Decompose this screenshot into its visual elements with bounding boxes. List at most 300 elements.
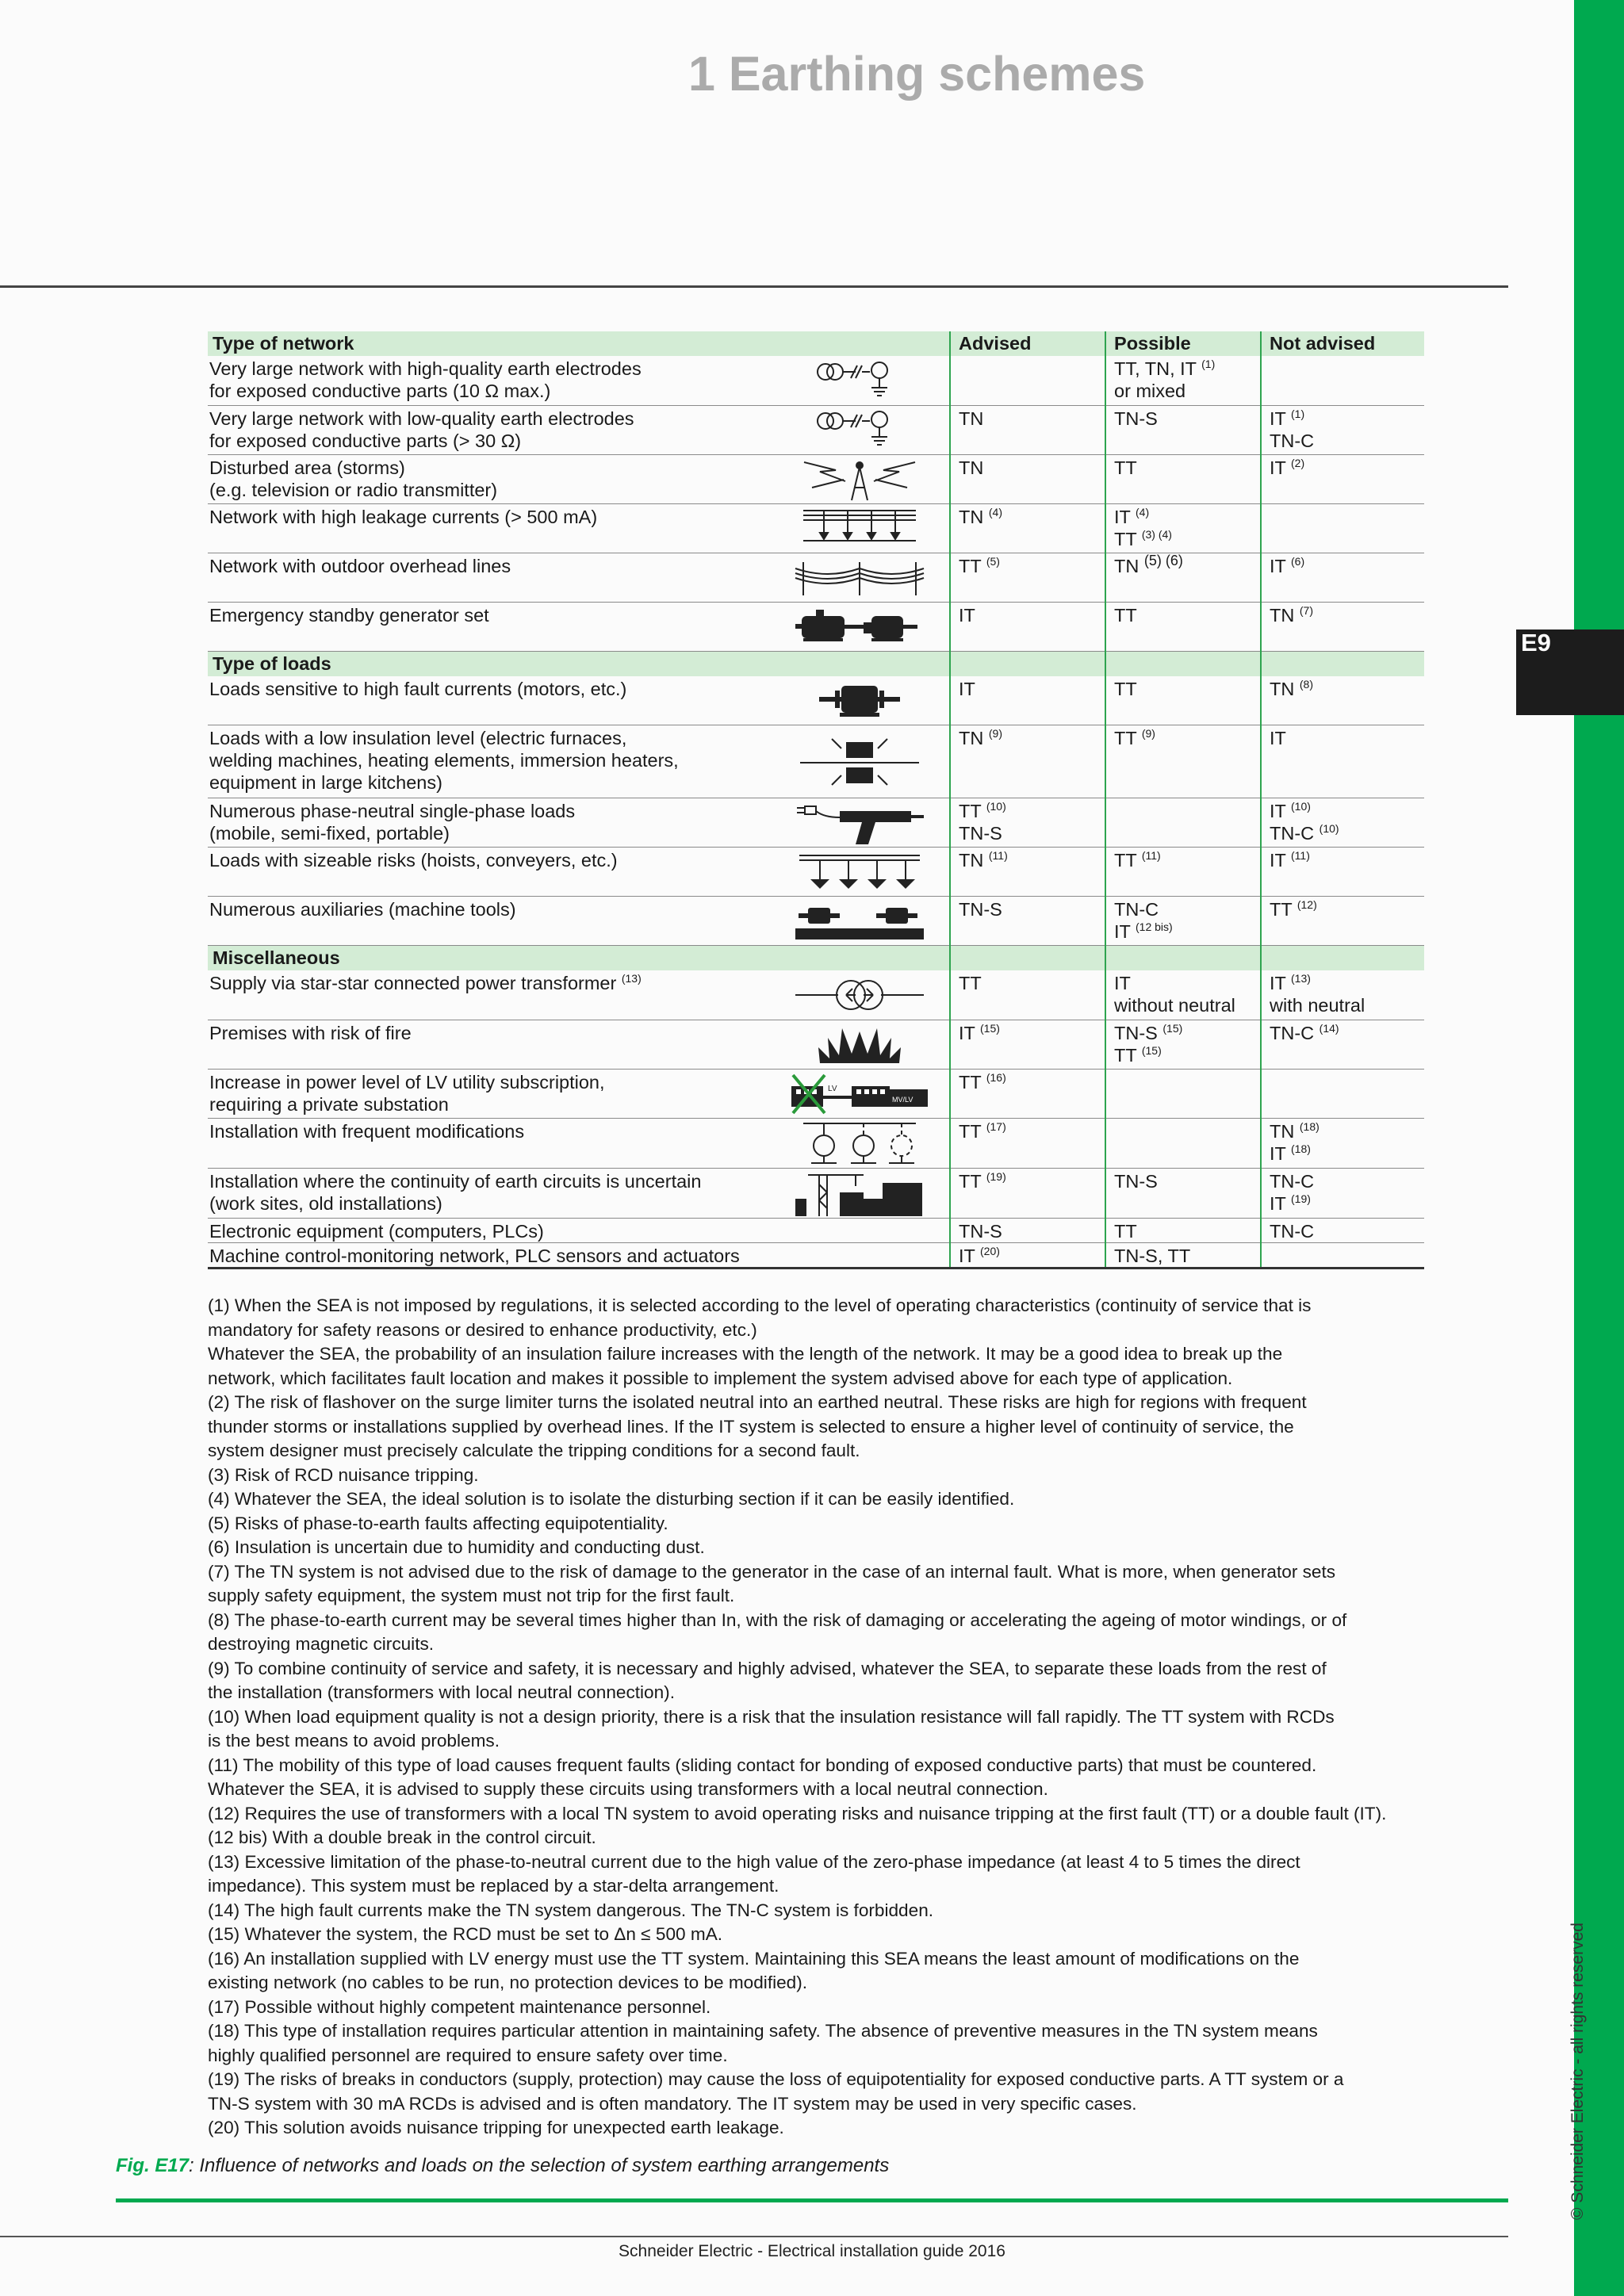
- advised-value: TT: [959, 1170, 982, 1192]
- row-label: [208, 602, 769, 651]
- row-label-text: Very large network with high-quality earth electrodes: [209, 358, 642, 379]
- possible-note: (15): [1141, 1043, 1162, 1057]
- row-label-line: [209, 1093, 769, 1115]
- not-advised-note: (12): [1297, 898, 1317, 912]
- not-advised-value: IT: [1270, 728, 1286, 748]
- possible-cell: [1105, 798, 1261, 848]
- row-label-line: [209, 771, 769, 794]
- possible-line: [1114, 604, 1260, 626]
- copyright-notice: © Schneider Electric - all rights reserved: [1568, 1923, 1587, 2220]
- section-miscellaneous: [208, 946, 1424, 971]
- footnote-line: (19) The risks of breaks in conductors (supply, protection) may cause the loss of equipotentiality for exposed conductive parts. A TT system or a: [208, 2069, 1344, 2089]
- row-label-line: [209, 506, 769, 528]
- row-label-text: (mobile, semi-fixed, portable): [209, 823, 450, 844]
- not-advised-cell: [1261, 676, 1424, 725]
- table-row: [208, 798, 1424, 848]
- footnote-line: (16) An installation supplied with LV energy must use the TT system. Maintaining this SEA means the least amount of modifications on the: [208, 1948, 1300, 1969]
- substation-icon: [769, 1069, 950, 1118]
- earth-electrode-icon: [769, 356, 950, 405]
- row-label-text: Increase in power level of LV utility subscription,: [209, 1071, 605, 1093]
- table-row: [208, 602, 1424, 651]
- advised-line: [959, 1170, 1105, 1192]
- footnote-line: (14) The high fault currents make the TN system dangerous. The TN-C system is forbidden.: [208, 1900, 934, 1920]
- possible-value: TT, TN, IT: [1114, 358, 1197, 379]
- row-label: [208, 970, 769, 1020]
- advised-line: [959, 678, 1105, 700]
- possible-value: TN: [1114, 555, 1139, 576]
- row-label-text: Loads with sizeable risks (hoists, conveyers, etc.): [209, 850, 618, 871]
- not-advised-value: TN: [1270, 678, 1295, 699]
- row-label: [208, 356, 769, 405]
- row-label-line: [209, 1120, 769, 1142]
- chapter-tab-label: E9: [1521, 629, 1551, 656]
- possible-line: [1114, 1245, 1260, 1267]
- drill-icon: [769, 798, 950, 848]
- possible-value: IT: [1114, 973, 1131, 993]
- row-label: [208, 848, 769, 897]
- possible-line: [1114, 528, 1260, 550]
- advised-note: (17): [986, 1119, 1006, 1133]
- advised-cell: [950, 1118, 1105, 1168]
- not-advised-line: [1270, 1142, 1424, 1165]
- not-advised-line: [1270, 822, 1424, 844]
- advised-line: [959, 822, 1105, 844]
- advised-cell: [950, 970, 1105, 1020]
- table-row: [208, 1168, 1424, 1218]
- table-header: [208, 331, 1424, 356]
- footnote-line: (4) Whatever the SEA, the ideal solution is to isolate the disturbing section if it can be easily identified.: [208, 1489, 1015, 1509]
- row-label-line: [209, 604, 769, 626]
- table-header-possible: Possible: [1105, 331, 1261, 356]
- row-label-line: [209, 479, 769, 501]
- possible-line: [1114, 408, 1260, 430]
- possible-cell: [1105, 725, 1261, 798]
- advised-line: [959, 555, 1105, 577]
- footnote-line: (12) Requires the use of transformers with a local TN system to avoid operating risks and nuisance tripping at the first fault (TT) or a double fault (IT).: [208, 1803, 1387, 1823]
- advised-value: TT: [959, 555, 982, 576]
- advised-cell: [950, 1168, 1105, 1218]
- row-label-text: for exposed conductive parts (10 Ω max.): [209, 381, 551, 401]
- advised-line: [959, 800, 1105, 822]
- advised-cell: [950, 798, 1105, 848]
- machine-tool-icon: [769, 897, 950, 946]
- advised-value: TN: [959, 850, 984, 871]
- section-miscellaneous-possible: [1105, 946, 1261, 971]
- transmitter-storm-icon: [769, 454, 950, 503]
- figure-caption: [116, 2155, 889, 2177]
- footnote-line: network, which facilitates fault location and makes it possible to implement the system advised above for each type of application.: [208, 1368, 1233, 1388]
- footnote-line: system designer must precisely calculate the tripping conditions for a second fault.: [208, 1441, 860, 1460]
- not-advised-note: (18): [1291, 1142, 1311, 1155]
- not-advised-value: TN-C: [1270, 1022, 1315, 1043]
- row-label-line: [209, 749, 769, 771]
- table-row: [208, 1218, 1424, 1242]
- possible-value: TN-S, TT: [1114, 1245, 1191, 1266]
- not-advised-note: (18): [1299, 1119, 1320, 1133]
- not-advised-line: [1270, 1220, 1424, 1242]
- advised-cell: [950, 676, 1105, 725]
- possible-value: TN-S: [1114, 408, 1158, 429]
- not-advised-note: (13): [1291, 972, 1311, 985]
- row-label-text: for exposed conductive parts (> 30 Ω): [209, 430, 522, 451]
- advised-line: [959, 972, 1105, 994]
- possible-cell: [1105, 503, 1261, 553]
- footnote-line: (12 bis) With a double break in the control circuit.: [208, 1827, 596, 1847]
- footnote-line: (17) Possible without highly competent maintenance personnel.: [208, 1996, 711, 2017]
- advised-line: [959, 1220, 1105, 1242]
- not-advised-cell: [1261, 1218, 1424, 1242]
- not-advised-line: [1270, 994, 1424, 1016]
- possible-cell: [1105, 1168, 1261, 1218]
- caption-divider: [116, 2198, 1508, 2202]
- advised-line: [959, 408, 1105, 430]
- possible-line: [1114, 994, 1260, 1016]
- advised-value: TN-S: [959, 899, 1002, 920]
- table-row: [208, 553, 1424, 602]
- possible-value: IT: [1114, 506, 1131, 527]
- table-header-not-advised: Not advised: [1261, 331, 1424, 356]
- row-label-text: requiring a private substation: [209, 1093, 449, 1115]
- section-type-of-loads-advised: [950, 651, 1105, 676]
- row-label: [208, 1168, 769, 1218]
- advised-value: TN: [959, 728, 984, 748]
- possible-value: TN-C: [1114, 899, 1159, 920]
- advised-cell: [950, 848, 1105, 897]
- advised-line: [959, 1022, 1105, 1044]
- table-header-label: Type of network: [208, 331, 950, 356]
- footnote-line: highly qualified personnel are required to ensure safety over time.: [208, 2045, 728, 2065]
- section-miscellaneous-label: Miscellaneous: [208, 946, 950, 971]
- footnote-line: (10) When load equipment quality is not a design priority, there is a risk that the insulation resistance will fall rapidly. The TT system with RCDs: [208, 1706, 1335, 1727]
- advised-value: TT: [959, 1120, 982, 1142]
- not-advised-cell: [1261, 553, 1424, 602]
- footnote-line: (15) Whatever the system, the RCD must be set to Δn ≤ 500 mA.: [208, 1924, 723, 1944]
- possible-cell: [1105, 405, 1261, 454]
- not-advised-value: with neutral: [1270, 995, 1365, 1016]
- possible-line: [1114, 552, 1260, 577]
- not-advised-value: IT: [1270, 1142, 1286, 1164]
- row-icon-empty: [769, 1218, 950, 1242]
- footnote-line: (11) The mobility of this type of load causes frequent faults (sliding contact for bonding of exposed conductive parts) that must be countered.: [208, 1755, 1317, 1775]
- advised-line: [959, 1071, 1105, 1093]
- possible-cell: [1105, 1242, 1261, 1268]
- table-row: [208, 1242, 1424, 1268]
- footnote-line: (2) The risk of flashover on the surge limiter turns the isolated neutral into an earthed neutral. These risks are high for regions with frequent: [208, 1392, 1307, 1412]
- possible-line: [1114, 358, 1260, 380]
- table-row: [208, 1118, 1424, 1168]
- row-label: [208, 676, 769, 725]
- not-advised-cell: [1261, 405, 1424, 454]
- row-label-line: [209, 430, 769, 452]
- top-divider: [0, 285, 1508, 288]
- furnace-icon: [769, 725, 950, 798]
- row-label-line: [209, 1245, 769, 1267]
- row-label: [208, 405, 769, 454]
- possible-line: [1114, 1044, 1260, 1066]
- row-label-line: [209, 555, 769, 577]
- row-label-text: Very large network with low-quality earth electrodes: [209, 408, 634, 429]
- substation-mvlv-label: MV/LV: [891, 1096, 913, 1104]
- possible-value: TT: [1114, 728, 1137, 748]
- not-advised-value: TN: [1270, 604, 1295, 626]
- footnote-line: mandatory for safety reasons or desired to enhance productivity, etc.): [208, 1319, 757, 1340]
- footnote-line: (9) To combine continuity of service and safety, it is necessary and highly advised, whatever the SEA, to separate these loads from the rest of: [208, 1658, 1327, 1678]
- not-advised-note: (14): [1319, 1021, 1339, 1035]
- advised-value: TN-S: [959, 1220, 1002, 1242]
- possible-note: (5) (6): [1143, 552, 1183, 568]
- advised-cell: [950, 356, 1105, 405]
- not-advised-note: (10): [1319, 822, 1339, 836]
- not-advised-cell: [1261, 503, 1424, 553]
- footnote-line: (8) The phase-to-earth current may be several times higher than In, with the risk of damaging or accelerating the ageing of motor windings, or of: [208, 1609, 1347, 1630]
- section-miscellaneous-advised: [950, 946, 1105, 971]
- footnotes: [208, 1294, 1429, 2141]
- row-label-line: [209, 457, 769, 479]
- row-label-text: Supply via star-star connected power transformer: [209, 973, 617, 993]
- advised-note: (11): [988, 849, 1008, 863]
- possible-value: or mixed: [1114, 381, 1186, 401]
- leakage-current-icon: [769, 503, 950, 553]
- not-advised-line: [1270, 849, 1424, 871]
- possible-line: [1114, 898, 1260, 920]
- advised-value: TN: [959, 457, 984, 478]
- advised-cell: [950, 1069, 1105, 1118]
- table-row: [208, 676, 1424, 725]
- footnote-line: (18) This type of installation requires particular attention in maintaining safety. The absence of preventive measures in the TN system means: [208, 2021, 1318, 2041]
- advised-line: [959, 604, 1105, 626]
- row-label-line: [209, 849, 769, 871]
- not-advised-line: [1270, 555, 1424, 577]
- advised-value: IT: [959, 1022, 975, 1043]
- table-row: [208, 356, 1424, 405]
- section-type-of-loads-label: Type of loads: [208, 651, 950, 676]
- not-advised-value: IT: [1270, 850, 1286, 871]
- footnote-line: Whatever the SEA, the probability of an insulation failure increases with the length of the network. It may be a good idea to break up the: [208, 1344, 1283, 1364]
- possible-line: [1114, 849, 1260, 871]
- possible-cell: [1105, 356, 1261, 405]
- table-row: [208, 848, 1424, 897]
- footnote-line: (6) Insulation is uncertain due to humidity and conducting dust.: [208, 1537, 705, 1557]
- possible-value: TT: [1114, 457, 1137, 478]
- row-label-line: [209, 727, 769, 749]
- possible-value: TN-S: [1114, 1170, 1158, 1192]
- advised-note: (19): [986, 1169, 1006, 1183]
- possible-line: [1114, 727, 1260, 749]
- work-site-icon: [769, 1168, 950, 1218]
- row-label: [208, 1069, 769, 1118]
- not-advised-value: TN-C: [1270, 430, 1315, 451]
- advised-cell: [950, 1242, 1105, 1268]
- not-advised-line: [1270, 972, 1424, 994]
- footnote-line: impedance). This system must be replaced by a star-delta arrangement.: [208, 1876, 779, 1896]
- section-type-of-loads: [208, 651, 1424, 676]
- row-label-line: [209, 800, 769, 822]
- possible-line: [1114, 1220, 1260, 1242]
- page-title: 1 Earthing schemes: [688, 47, 1146, 101]
- not-advised-cell: [1261, 897, 1424, 946]
- advised-note: (5): [986, 554, 1000, 568]
- row-label-note: (13): [621, 972, 642, 985]
- possible-value: TT: [1114, 850, 1137, 871]
- not-advised-line: [1270, 1120, 1424, 1142]
- row-label-text: Loads with a low insulation level (electric furnaces,: [209, 728, 627, 748]
- advised-line: [959, 727, 1105, 749]
- not-advised-line: [1270, 898, 1424, 920]
- footnote-line: existing network (no cables to be run, no protection devices to be modified).: [208, 1973, 808, 1992]
- advised-value: IT: [959, 604, 975, 626]
- advised-line: [959, 457, 1105, 479]
- possible-cell: [1105, 970, 1261, 1020]
- advised-cell: [950, 897, 1105, 946]
- advised-line: [959, 506, 1105, 528]
- possible-note: (15): [1162, 1021, 1183, 1035]
- not-advised-line: [1270, 604, 1424, 626]
- row-label-line: [209, 822, 769, 844]
- possible-note: (11): [1141, 849, 1161, 863]
- not-advised-note: (2): [1291, 456, 1305, 469]
- possible-value: without neutral: [1114, 995, 1235, 1016]
- row-label-text: Premises with risk of fire: [209, 1022, 412, 1043]
- row-label-text: equipment in large kitchens): [209, 772, 442, 793]
- possible-line: [1114, 457, 1260, 479]
- footnote-line: (20) This solution avoids nuisance tripping for unexpected earth leakage.: [208, 2118, 784, 2137]
- row-label-line: [209, 1192, 769, 1215]
- advised-cell: [950, 553, 1105, 602]
- possible-cell: [1105, 553, 1261, 602]
- figure-label: Fig. E17: [116, 2155, 190, 2176]
- footnote-line: is the best means to avoid problems.: [208, 1731, 500, 1751]
- possible-value: TT: [1114, 678, 1137, 699]
- footnote-line: (1) When the SEA is not imposed by regulations, it is selected according to the level of operating characteristics (continuity of service that is: [208, 1295, 1312, 1315]
- not-advised-line: [1270, 430, 1424, 452]
- row-label: [208, 798, 769, 848]
- possible-cell: [1105, 848, 1261, 897]
- row-label-line: [209, 1220, 769, 1242]
- possible-value: TT: [1114, 604, 1137, 626]
- advised-note: (15): [980, 1021, 1000, 1035]
- row-label: [208, 503, 769, 553]
- table-row: [208, 454, 1424, 503]
- not-advised-cell: [1261, 1168, 1424, 1218]
- row-label-text: Numerous auxiliaries (machine tools): [209, 899, 516, 920]
- advised-value: IT: [959, 1245, 975, 1266]
- overhead-lines-icon: [769, 553, 950, 602]
- not-advised-note: (7): [1299, 603, 1313, 617]
- advised-line: [959, 898, 1105, 920]
- not-advised-value: IT: [1270, 555, 1286, 576]
- earthing-selection-table: [208, 331, 1424, 1269]
- advised-note: (20): [980, 1244, 1000, 1257]
- footnote-line: Whatever the SEA, it is advised to supply these circuits using transformers with a local neutral connection.: [208, 1779, 1048, 1799]
- not-advised-value: IT: [1270, 408, 1286, 429]
- possible-line: [1114, 1170, 1260, 1192]
- footnote-line: destroying magnetic circuits.: [208, 1634, 435, 1654]
- not-advised-value: IT: [1270, 973, 1286, 993]
- advised-line: [959, 849, 1105, 871]
- possible-cell: [1105, 602, 1261, 651]
- row-label: [208, 1118, 769, 1168]
- row-label-line: [209, 358, 769, 380]
- section-type-of-loads-possible: [1105, 651, 1261, 676]
- not-advised-value: IT: [1270, 1192, 1286, 1214]
- advised-cell: [950, 503, 1105, 553]
- not-advised-note: (11): [1291, 849, 1310, 863]
- table-row: [208, 970, 1424, 1020]
- not-advised-cell: [1261, 454, 1424, 503]
- advised-note: (9): [988, 727, 1002, 740]
- table-row: [208, 1020, 1424, 1069]
- section-type-of-loads-not-advised: [1261, 651, 1424, 676]
- advised-value: TN: [959, 506, 984, 527]
- possible-cell: [1105, 454, 1261, 503]
- possible-cell: [1105, 1118, 1261, 1168]
- not-advised-cell: [1261, 1242, 1424, 1268]
- possible-line: [1114, 380, 1260, 402]
- advised-cell: [950, 454, 1105, 503]
- not-advised-cell: [1261, 602, 1424, 651]
- advised-value: IT: [959, 678, 975, 699]
- row-label-text: Emergency standby generator set: [209, 604, 489, 626]
- possible-line: [1114, 678, 1260, 700]
- footnote-line: (13) Excessive limitation of the phase-to-neutral current due to the high value of the zero-phase impedance (at least 4 to 5 times the direct: [208, 1851, 1300, 1872]
- footnote-line: (7) The TN system is not advised due to the risk of damage to the generator in the case of an internal fault. What is more, when generator sets: [208, 1561, 1336, 1582]
- table-row: [208, 503, 1424, 553]
- table-header-advised: Advised: [950, 331, 1105, 356]
- row-label-text: Disturbed area (storms): [209, 457, 405, 478]
- not-advised-cell: [1261, 356, 1424, 405]
- possible-cell: [1105, 1069, 1261, 1118]
- possible-note: (9): [1141, 727, 1155, 740]
- row-label-text: Numerous phase-neutral single-phase loads: [209, 801, 576, 821]
- not-advised-value: IT: [1270, 801, 1286, 821]
- not-advised-cell: [1261, 1020, 1424, 1069]
- row-label-text: Installation with frequent modifications: [209, 1120, 525, 1142]
- not-advised-line: [1270, 1192, 1424, 1215]
- advised-value: TN-S: [959, 823, 1002, 844]
- footnote-line: supply safety equipment, the system must not trip for the first fault.: [208, 1586, 735, 1605]
- not-advised-line: [1270, 678, 1424, 700]
- row-label-text: welding machines, heating elements, immersion heaters,: [209, 750, 679, 771]
- transformer-icon: [769, 970, 950, 1020]
- page-footer: Schneider Electric - Electrical installation guide 2016: [619, 2242, 1005, 2260]
- not-advised-cell: [1261, 1069, 1424, 1118]
- modifications-icon: [769, 1118, 950, 1168]
- row-label-line: [209, 1071, 769, 1093]
- advised-cell: [950, 1020, 1105, 1069]
- not-advised-value: TN-C: [1270, 1170, 1315, 1192]
- row-label-text: (e.g. television or radio transmitter): [209, 479, 498, 500]
- fire-icon: [769, 1020, 950, 1069]
- substation-lv-label: LV: [827, 1085, 837, 1093]
- possible-value: TT: [1114, 528, 1137, 549]
- footnote-line: the installation (transformers with local neutral connection).: [208, 1682, 675, 1702]
- advised-note: (16): [986, 1070, 1006, 1084]
- possible-note: (1): [1201, 358, 1216, 371]
- not-advised-cell: [1261, 1118, 1424, 1168]
- row-label-text: Installation where the continuity of earth circuits is uncertain: [209, 1170, 702, 1192]
- possible-note: (12 bis): [1136, 920, 1173, 934]
- footnote-line: TN-S system with 30 mA RCDs is advised and is often mandatory. The IT system may be used in very specific cases.: [208, 2093, 1137, 2114]
- row-label-text: Electronic equipment (computers, PLCs): [209, 1220, 544, 1242]
- advised-cell: [950, 405, 1105, 454]
- table-row: [208, 897, 1424, 946]
- possible-line: [1114, 506, 1260, 528]
- not-advised-line: [1270, 1022, 1424, 1044]
- not-advised-note: (1): [1291, 407, 1305, 420]
- possible-cell: [1105, 676, 1261, 725]
- not-advised-value: IT: [1270, 457, 1286, 478]
- row-label-line: [209, 678, 769, 700]
